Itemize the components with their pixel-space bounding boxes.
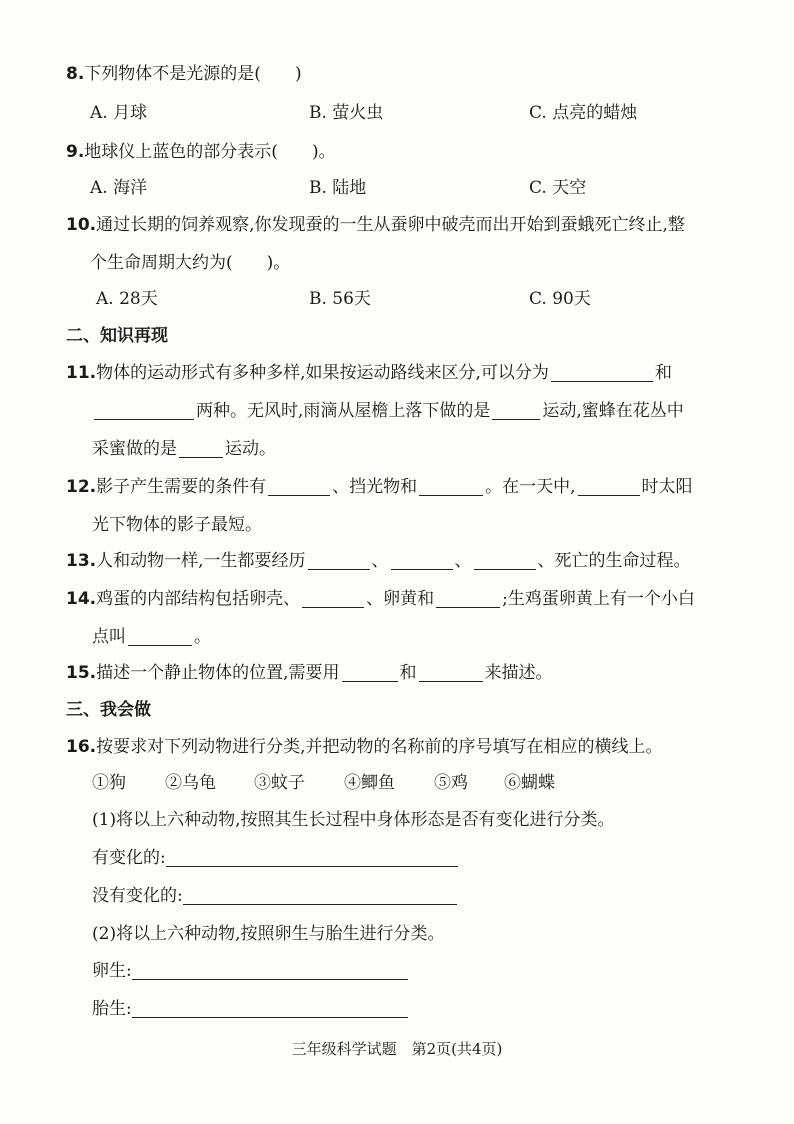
question-text: 两种。无风时,雨滴从屋檐上落下做的是 — [196, 401, 491, 421]
question-text: 来描述。 — [484, 663, 553, 683]
question-text: 和 — [654, 363, 672, 383]
row-label: 没有变化的: — [92, 886, 183, 906]
answer-blank[interactable] — [419, 663, 483, 682]
question-number: 15. — [66, 663, 97, 683]
section-title: 二、知识再现 — [66, 326, 168, 346]
page-footer: 三年级科学试题 第2页(共4页) — [291, 1040, 503, 1058]
answer-line[interactable] — [132, 961, 408, 980]
unchanged-row — [92, 884, 457, 908]
animal-item: ⑤鸡 — [434, 773, 468, 793]
animal-item: ⑥蝴蝶 — [504, 773, 555, 793]
question-text: 运动,蜜蜂在花丛中 — [542, 401, 684, 421]
answer-line[interactable] — [132, 999, 408, 1018]
question-16 — [66, 735, 663, 759]
viviparous-row — [92, 997, 408, 1021]
animal-item: ①狗 — [92, 773, 126, 793]
question-14-cont — [92, 625, 211, 649]
question-text: 。在一天中, — [485, 477, 576, 497]
question-number: 16. — [66, 737, 97, 757]
paren-close: )。 — [311, 142, 336, 162]
animal-item: ②乌龟 — [165, 773, 216, 793]
question-text: 运动。 — [225, 439, 276, 459]
question-text: 描述一个静止物体的位置,需要用 — [96, 663, 340, 683]
question-text: 、挡光物和 — [332, 477, 418, 497]
question-text: 。 — [194, 627, 211, 647]
question-12-cont — [92, 513, 262, 537]
answer-blank[interactable] — [308, 551, 370, 570]
row-label: 卵生: — [92, 961, 132, 981]
option-b[interactable]: B. 萤火虫 — [309, 103, 384, 123]
answer-line[interactable] — [166, 848, 458, 867]
question-11 — [66, 361, 672, 385]
separator: 、 — [454, 551, 472, 571]
answer-blank[interactable] — [474, 551, 536, 570]
answer-blank[interactable] — [391, 551, 453, 570]
answer-blank[interactable] — [436, 589, 500, 608]
question-number: 9. — [66, 142, 85, 162]
answer-blank[interactable] — [492, 401, 540, 420]
question-number: 13. — [66, 551, 97, 571]
option-b[interactable]: B. 56天 — [309, 289, 371, 309]
question-text: 点叫 — [92, 627, 126, 647]
question-text: 按要求对下列动物进行分类,并把动物的名称前的序号填写在相应的横线上。 — [96, 737, 663, 757]
option-c[interactable]: C. 90天 — [529, 289, 591, 309]
question-text: 地球仪上蓝色的部分表示( — [84, 142, 278, 162]
question-10-cont — [90, 251, 290, 275]
question-text: 和 — [399, 663, 417, 683]
option-b[interactable]: B. 陆地 — [309, 178, 367, 198]
oviparous-row — [92, 959, 408, 983]
question-13 — [66, 549, 691, 573]
question-text: 个生命周期大约为( — [90, 253, 233, 273]
answer-blank[interactable] — [419, 477, 483, 496]
option-a[interactable]: A. 28天 — [96, 289, 158, 309]
question-text: ;生鸡蛋卵黄上有一个小白 — [502, 589, 695, 609]
answer-blank[interactable] — [268, 477, 330, 496]
animal-item: ③蚊子 — [254, 773, 305, 793]
row-label: 胎生: — [92, 999, 132, 1019]
question-text: 采蜜做的是 — [92, 439, 177, 459]
answer-blank[interactable] — [128, 627, 192, 646]
question-text: 光下物体的影子最短。 — [92, 515, 262, 535]
part-1-instruction: (1)将以上六种动物,按照其生长过程中身体形态是否有变化进行分类。 — [92, 810, 615, 830]
question-text: 、死亡的生命过程。 — [537, 551, 691, 571]
question-text: 影子产生需要的条件有 — [96, 477, 267, 497]
question-text: 鸡蛋的内部结构包括卵壳、 — [96, 589, 301, 609]
question-8 — [66, 62, 302, 86]
question-number: 14. — [66, 589, 97, 609]
paren-close: ) — [294, 64, 302, 84]
question-14 — [66, 587, 695, 611]
option-a[interactable]: A. 海洋 — [90, 178, 148, 198]
option-a[interactable]: A. 月球 — [90, 103, 148, 123]
paren-close: )。 — [266, 253, 291, 273]
answer-blank[interactable] — [551, 363, 653, 382]
question-15 — [66, 661, 553, 685]
answer-blank[interactable] — [342, 663, 398, 682]
question-text: 时太阳 — [641, 477, 693, 497]
question-10 — [66, 213, 685, 237]
question-11-cont — [92, 399, 684, 423]
row-label: 有变化的: — [92, 848, 166, 868]
animal-item: ④鲫鱼 — [344, 773, 395, 793]
part-2-instruction: (2)将以上六种动物,按照卵生与胎生进行分类。 — [92, 924, 445, 944]
question-text: 物体的运动形式有多种多样,如果按运动路线来区分,可以分为 — [96, 363, 549, 383]
answer-blank[interactable] — [578, 477, 640, 496]
question-number: 12. — [66, 477, 97, 497]
question-9 — [66, 140, 336, 164]
question-text: 、卵黄和 — [366, 589, 435, 609]
question-text: 通过长期的饲养观察,你发现蚕的一生从蚕卵中破壳而出开始到蚕蛾死亡终止,整 — [96, 215, 685, 235]
question-12 — [66, 475, 693, 499]
changed-row — [92, 846, 458, 870]
question-11-cont2 — [92, 437, 276, 461]
answer-blank[interactable] — [302, 589, 364, 608]
answer-line[interactable] — [183, 886, 457, 905]
question-number: 10. — [66, 215, 97, 235]
question-number: 11. — [66, 363, 97, 383]
answer-blank[interactable] — [179, 439, 223, 458]
question-text: 下列物体不是光源的是( — [84, 64, 261, 84]
option-c[interactable]: C. 天空 — [529, 178, 587, 198]
section-title: 三、我会做 — [66, 700, 151, 720]
question-text: 人和动物一样,一生都要经历 — [96, 551, 306, 571]
separator: 、 — [371, 551, 389, 571]
answer-blank[interactable] — [94, 401, 194, 420]
option-c[interactable]: C. 点亮的蜡烛 — [529, 103, 638, 123]
question-number: 8. — [66, 64, 85, 84]
